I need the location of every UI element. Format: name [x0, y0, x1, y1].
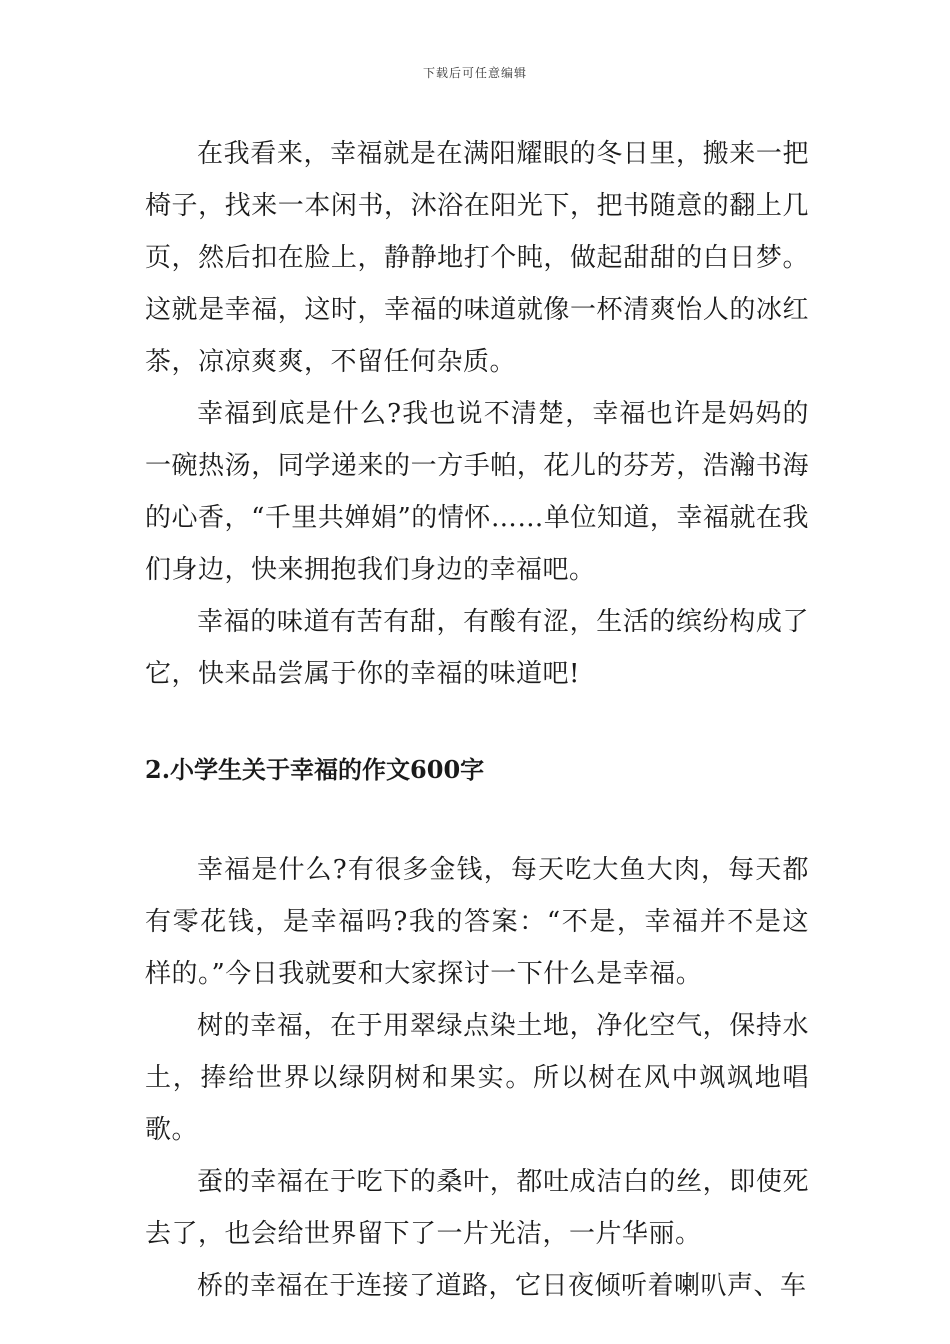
- section-heading: 2.小学生关于幸福的作文600字: [145, 755, 485, 784]
- paragraph: 幸福是什么?有很多金钱，每天吃大鱼大肉，每天都有零花钱，是幸福吗?我的答案：“不是，幸福并不是这样的。”今日我就要和大家探讨一下什么是幸福。: [145, 855, 809, 989]
- paragraph: 蚕的幸福在于吃下的桑叶，都吐成洁白的丝，即使死去了，也会给世界留下了一片光洁，一片华丽。: [145, 1167, 809, 1249]
- paragraph: 桥的幸福在于连接了道路，它日夜倾听着喇叭声、车: [197, 1271, 807, 1301]
- document-body: [145, 128, 809, 1312]
- paragraph: 树的幸福，在于用翠绿点染土地，净化空气，保持水土，捧给世界以绿阴树和果实。所以树在风中飒飒地唱歌。: [145, 1011, 809, 1145]
- paragraph: 幸福到底是什么?我也说不清楚，幸福也许是妈妈的一碗热汤，同学递来的一方手帕，花儿的芬芳，浩瀚书海的心香，“千里共婵娟”的情怀……单位知道，幸福就在我们身边，快来拥抱我们身边的幸福吧。: [145, 399, 809, 585]
- page-header: 下载后可任意编辑: [422, 66, 527, 80]
- paragraph: 幸福的味道有苦有甜，有酸有涩，生活的缤纷构成了它，快来品尝属于你的幸福的味道吧!: [145, 607, 809, 689]
- paragraph: 在我看来，幸福就是在满阳耀眼的冬日里，搬来一把椅子，找来一本闲书，沐浴在阳光下，把书随意的翻上几页，然后扣在脸上，静静地打个盹，做起甜甜的白日梦。这就是幸福，这时，幸福的味道就像一杯清爽怡人的冰红茶，凉凉爽爽，不留任何杂质。: [145, 139, 809, 377]
